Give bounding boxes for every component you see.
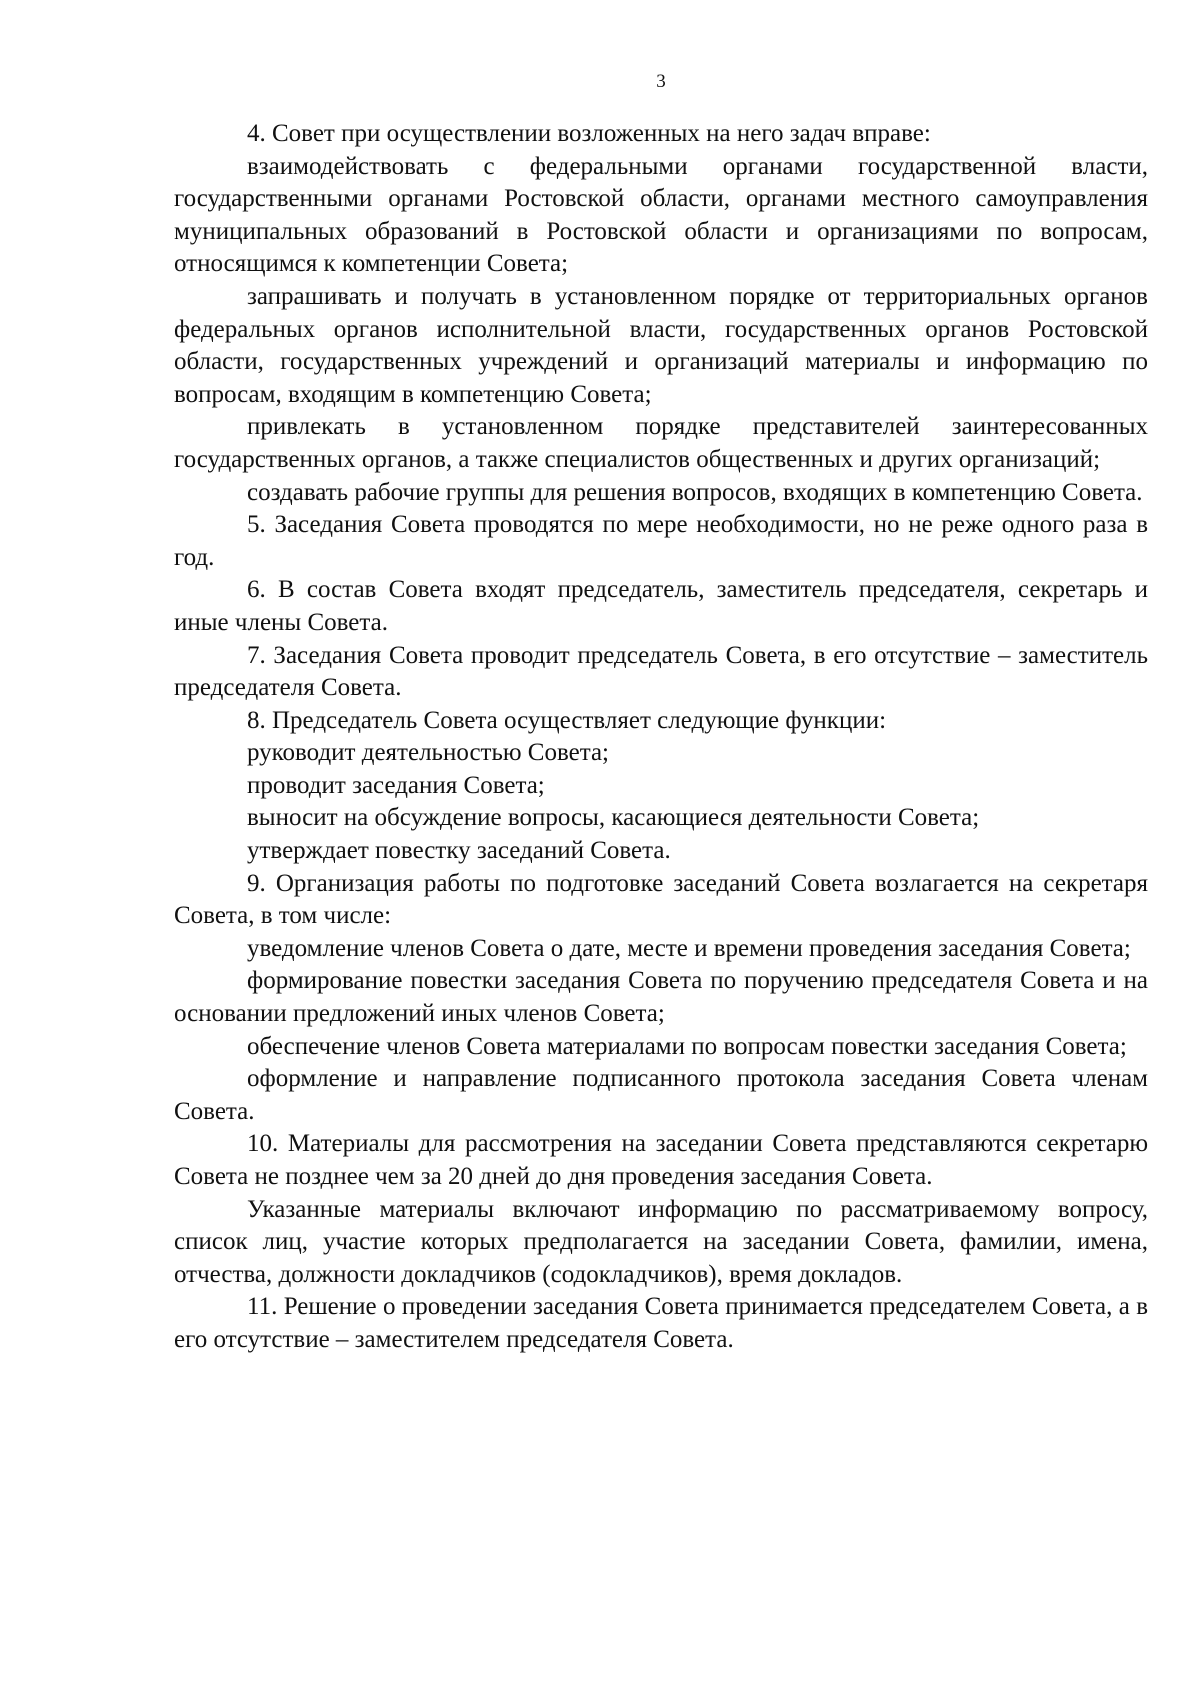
- paragraph-materials-contents: Указанные материалы включают информацию по рассматриваемому вопросу, список лиц, участие которых предполагается на заседании Совета, фамилии, имена, отчества, должности докладчиков (содокладчиков), время докладов.: [174, 1195, 1148, 1288]
- paragraph-6-council-composition: 6. В состав Совета входят председатель, заместитель председателя, секретарь и иные члены Совета.: [174, 576, 1148, 636]
- paragraph-form-agenda: формирование повестки заседания Совета по поручению председателя Совета и на основании предложений иных членов Совета;: [174, 967, 1148, 1028]
- paragraph-5-meetings-frequency: 5. Заседания Совета проводятся по мере необходимости, но не реже одного раза в год.: [174, 511, 1148, 571]
- paragraph-create-working-groups: создавать рабочие группы для решения вопросов, входящих в компетенцию Совета.: [247, 478, 1143, 506]
- paragraph-involve-representatives: привлекать в установленном порядке представителей заинтересованных государственных органов, а также специалистов общественных и других организаций;: [174, 413, 1148, 473]
- document-body: [174, 118, 1148, 1357]
- paragraph-chair-submits-issues: выносит на обсуждение вопросы, касающиеся деятельности Совета;: [247, 804, 980, 832]
- paragraph-10-materials-deadline: 10. Материалы для рассмотрения на заседании Совета представляются секретарю Совета не позднее чем за 20 дней до дня проведения заседания Совета.: [174, 1130, 1148, 1190]
- paragraph-9-secretary-duties: 9. Организация работы по подготовке заседаний Совета возлагается на секретаря Совета, в том числе:: [174, 869, 1148, 930]
- paragraph-chair-leads: руководит деятельностью Совета;: [247, 739, 609, 767]
- page-number: 3: [656, 71, 666, 92]
- paragraph-send-protocol: оформление и направление подписанного протокола заседания Совета членам Совета.: [174, 1065, 1148, 1125]
- paragraph-4-rights-intro: 4. Совет при осуществлении возложенных на него задач вправе:: [247, 120, 931, 147]
- paragraph-7-meetings-chair: 7. Заседания Совета проводит председатель Совета, в его отсутствие – заместитель председателя Совета.: [174, 641, 1148, 702]
- paragraph-request-materials: запрашивать и получать в установленном порядке от территориальных органов федеральных органов исполнительной власти, государственных органов Ростовской области, государственных учреждений и организаций материалы и информацию по вопросам, входящим в компетенцию Совета;: [174, 282, 1148, 408]
- paragraph-chair-holds-meetings: проводит заседания Совета;: [247, 771, 545, 799]
- paragraph-provide-materials: обеспечение членов Совета материалами по вопросам повестки заседания Совета;: [247, 1032, 1127, 1060]
- paragraph-notify-members: уведомление членов Совета о дате, месте и времени проведения заседания Совета;: [247, 934, 1131, 962]
- paragraph-8-chair-functions: 8. Председатель Совета осуществляет следующие функции:: [247, 706, 887, 734]
- paragraph-chair-approves-agenda: утверждает повестку заседаний Совета.: [247, 837, 671, 865]
- paragraph-11-meeting-decision: 11. Решение о проведении заседания Совета принимается председателем Совета, а в его отсутствие – заместителем председателя Совета.: [174, 1293, 1148, 1353]
- paragraph-interact: взаимодействовать с федеральными органами государственной власти, государственными органами Ростовской области, органами местного самоуправления муниципальных образований в Ростовской области и организациями по вопросам, относящимся к компетенции Совета;: [174, 152, 1148, 278]
